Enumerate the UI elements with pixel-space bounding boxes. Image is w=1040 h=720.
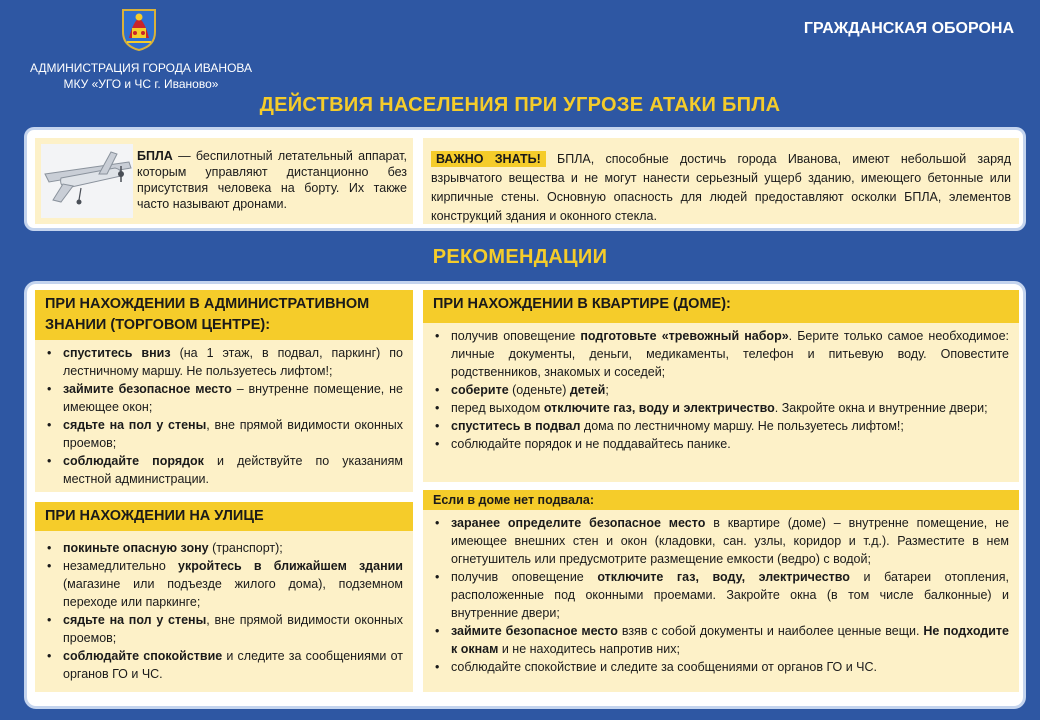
item-text: . Закройте окна и внутренние двери; xyxy=(774,401,988,415)
list-item xyxy=(433,381,1009,399)
list-item xyxy=(45,557,403,611)
item-text: и не находитесь напротив них; xyxy=(498,642,681,656)
item-bold: спуститесь в подвал xyxy=(451,419,581,433)
item-text: незамедлительно xyxy=(63,559,179,573)
definition-text xyxy=(137,148,407,212)
item-text: в квартире (доме) – внутренне помещение, не имеющее внешних стен и окон (кладовки, сан. узлы, коридор и т.д.). Разместите в нем огнетушитель или предусмотрите размещение емкости (ведро) с водой; xyxy=(451,516,1009,566)
list-item xyxy=(45,539,403,557)
item-text: (магазине или подъезде жилого дома), подземном переходе или паркинге; xyxy=(63,577,403,609)
item-bold: подготовьте «тревожный набор» xyxy=(580,329,789,343)
admin-building-list xyxy=(35,340,413,492)
item-text: ; xyxy=(605,383,609,397)
organization-name xyxy=(14,60,268,92)
definition-box xyxy=(35,138,413,224)
item-bold: сядьте на пол у стены xyxy=(63,613,207,627)
definition-term: БПЛА xyxy=(137,149,173,163)
item-text: (на 1 этаж, в подвал, паркинг) по лестничному маршу. Не пользуетесь лифтом!; xyxy=(63,346,403,378)
street-title: ПРИ НАХОЖДЕНИИ НА УЛИЦЕ xyxy=(35,502,413,531)
item-text: дома по лестничному маршу. Не пользуетесь лифтом!; xyxy=(580,419,904,433)
important-rest: БПЛА, способные достичь города Иванова, имеют небольшой заряд взрывчатого вещества и не могут нанести серьезный ущерб зданию, имеющего бетонные или кирпичные стены. Основную опасность для людей предоставляют осколки БПЛА, элементов конструкций здания и оконного стекла. xyxy=(431,152,1011,223)
home-box xyxy=(423,290,1019,482)
item-text: . Берите только самое необходимое: личные документы, деньги, медикаменты, телефон и питьевую воду. Оповестите родственников, знакомых и соседей; xyxy=(451,329,1009,379)
item-text: перед выходом xyxy=(451,401,544,415)
important-label: ВАЖНО ЗНАТЬ! xyxy=(431,151,546,167)
item-text: и действуйте по указаниям местной администрации. xyxy=(63,454,404,486)
item-bold: заранее определите безопасное место xyxy=(451,516,706,530)
list-item xyxy=(433,399,1009,417)
info-panel xyxy=(24,127,1026,231)
item-text: получив оповещение xyxy=(451,329,581,343)
list-item xyxy=(45,647,403,683)
list-item xyxy=(45,611,403,647)
item-bold: соберите xyxy=(451,383,509,397)
item-bold: соблюдайте порядок xyxy=(63,454,204,468)
item-bold: займите безопасное место xyxy=(63,382,232,396)
no-basement-title: Если в доме нет подвала: xyxy=(423,490,1019,510)
item-bold: детей xyxy=(569,383,606,397)
no-basement-list xyxy=(423,510,1019,680)
list-item xyxy=(433,327,1009,381)
item-text: , вне прямой видимости оконных проемов; xyxy=(63,418,403,450)
item-text: и следите за сообщениями от органов ГО и ЧС. xyxy=(63,649,403,681)
item-text: , вне прямой видимости оконных проемов; xyxy=(63,613,403,645)
section-title: ГРАЖДАНСКАЯ ОБОРОНА xyxy=(803,20,1014,37)
list-item xyxy=(45,452,403,488)
list-item xyxy=(45,416,403,452)
item-text: и батареи отопления, расположенные под оконными проемами. Закройте окна (в том числе балконные) и внутренние двери; xyxy=(451,570,1009,620)
item-bold: Не подходите к окнам xyxy=(451,624,1009,656)
list-item xyxy=(433,568,1009,622)
item-text: соблюдайте спокойствие и следите за сообщениями от органов ГО и ЧС. xyxy=(451,660,878,674)
page-title: ДЕЙСТВИЯ НАСЕЛЕНИЯ ПРИ УГРОЗЕ АТАКИ БПЛА xyxy=(259,94,781,116)
important-text xyxy=(431,150,1011,226)
admin-building-box xyxy=(35,290,413,492)
item-text: (оденьте) xyxy=(508,383,570,397)
important-box xyxy=(423,138,1019,224)
item-text: соблюдайте порядок и не поддавайтесь панике. xyxy=(451,437,731,451)
item-bold: покиньте опасную зону xyxy=(63,541,209,555)
item-bold: займите безопасное место xyxy=(451,624,618,638)
admin-building-title: ПРИ НАХОЖДЕНИИ В АДМИНИСТРАТИВНОМ ЗНАНИИ (ТОРГОВОМ ЦЕНТРЕ): xyxy=(35,290,413,340)
list-item xyxy=(433,417,1009,435)
list-item xyxy=(433,658,1009,676)
item-text: взяв с собой документы и наиболее ценные вещи. xyxy=(617,624,924,638)
recommendations-panel xyxy=(24,281,1026,709)
item-bold: соблюдайте спокойствие xyxy=(63,649,223,663)
item-bold: сядьте на пол у стены xyxy=(63,418,207,432)
home-title: ПРИ НАХОЖДЕНИИ В КВАРТИРЕ (ДОМЕ): xyxy=(423,290,1019,323)
list-item xyxy=(45,344,403,380)
item-bold: спуститесь вниз xyxy=(63,346,171,360)
list-item xyxy=(433,514,1009,568)
list-item xyxy=(433,435,1009,453)
item-text: получив оповещение xyxy=(451,570,598,584)
org-line-2: МКУ «УГО и ЧС г. Иваново» xyxy=(63,77,219,91)
item-text: – внутренне помещение, не имеющее окон; xyxy=(63,382,403,414)
recommendations-title: РЕКОМЕНДАЦИИ xyxy=(432,246,608,268)
no-basement-box xyxy=(423,490,1019,692)
uav-drone-illustration xyxy=(41,144,133,218)
city-coat-of-arms-icon xyxy=(121,8,157,52)
item-bold: укройтесь в ближайшем здании xyxy=(178,559,403,573)
item-bold: отключите газ, воду и электричество xyxy=(543,401,775,415)
street-list xyxy=(35,531,413,687)
home-list xyxy=(423,323,1019,457)
item-text: (транспорт); xyxy=(208,541,283,555)
definition-rest: — беспилотный летательный аппарат, которым управляют дистанционно без присутствия человека на борту. Их также часто называют дронами. xyxy=(137,149,407,211)
org-line-1: АДМИНИСТРАЦИЯ ГОРОДА ИВАНОВА xyxy=(29,61,253,75)
list-item xyxy=(433,622,1009,658)
list-item xyxy=(45,380,403,416)
street-box xyxy=(35,502,413,692)
item-bold: отключите газ, воду, электричество xyxy=(597,570,850,584)
